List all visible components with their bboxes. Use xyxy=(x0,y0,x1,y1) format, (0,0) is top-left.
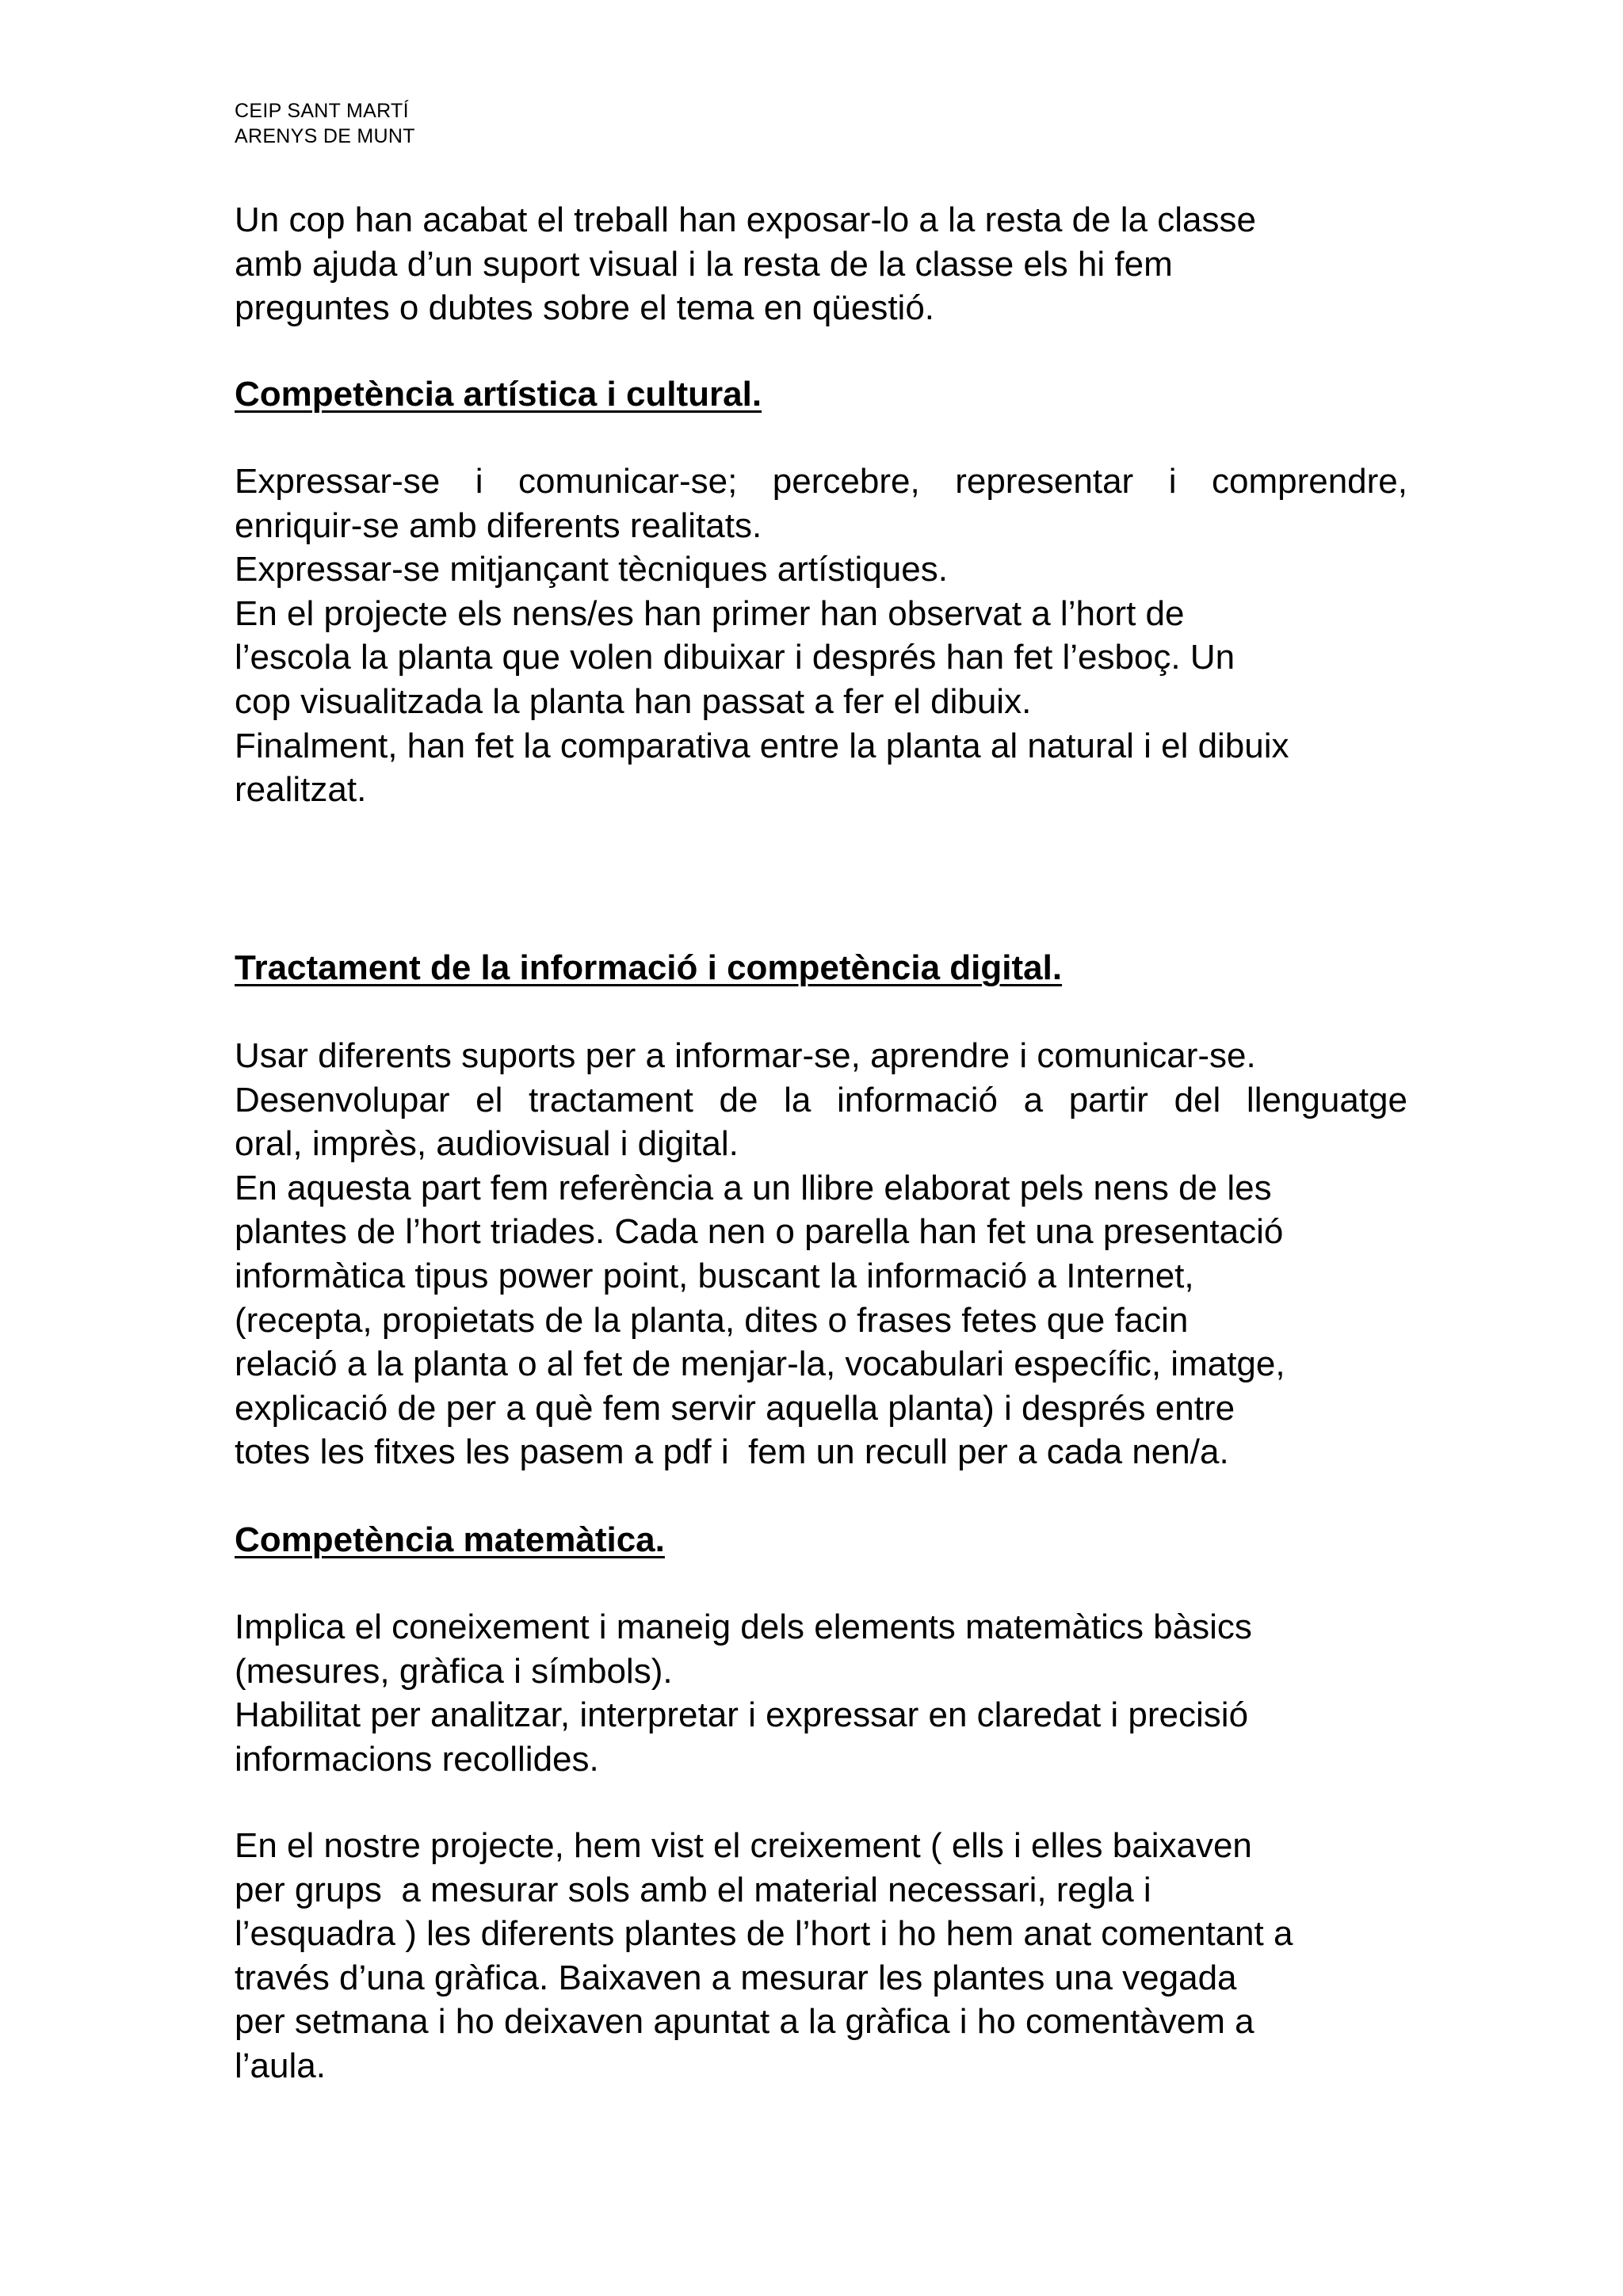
text-line: informacions recollides. xyxy=(235,1739,599,1779)
text-line: Usar diferents suports per a informar-se, aprendre i comunicar-se. xyxy=(235,1036,1256,1075)
text-line: Habilitat per analitzar, interpretar i expressar en claredat i precisió xyxy=(235,1695,1249,1735)
text-line: Expressar-se i comunicar-se; percebre, representar i comprendre, xyxy=(235,462,1407,501)
intro-paragraph xyxy=(235,198,1407,330)
text-line: realitzat. xyxy=(235,770,367,810)
text-line: oral, imprès, audiovisual i digital. xyxy=(235,1124,739,1164)
text-line: per setmana i ho deixaven apuntat a la gràfica i ho comentàvem a xyxy=(235,2002,1254,2042)
text-line: preguntes o dubtes sobre el tema en qüestió. xyxy=(235,288,935,328)
text-line: informàtica tipus power point, buscant la informació a Internet, xyxy=(235,1256,1194,1295)
text-line: (recepta, propietats de la planta, dites o frases fetes que facin xyxy=(235,1300,1189,1340)
text-line: Expressar-se mitjançant tècniques artístiques. xyxy=(235,550,948,589)
text-line: plantes de l’hort triades. Cada nen o parella han fet una presentació xyxy=(235,1212,1284,1252)
text-line: enriquir-se amb diferents realitats. xyxy=(235,505,762,545)
text-line: través d’una gràfica. Baixaven a mesurar les plantes una vegada xyxy=(235,1958,1237,1997)
text-line: totes les fitxes les pasem a pdf i fem un recull per a cada nen/a. xyxy=(235,1432,1229,1472)
text-line: En el nostre projecte, hem vist el creixement ( ells i elles baixaven xyxy=(235,1826,1252,1865)
school-header xyxy=(235,98,415,149)
text-line: l’aula. xyxy=(235,2046,326,2085)
text-line: En el projecte els nens/es han primer han observat a l’hort de xyxy=(235,593,1185,633)
text-line: En aquesta part fem referència a un llibre elaborat pels nens de les xyxy=(235,1168,1272,1207)
text-line: l’esquadra ) les diferents plantes de l’hort i ho hem anat comentant a xyxy=(235,1914,1293,1954)
text-line: (mesures, gràfica i símbols). xyxy=(235,1651,673,1691)
school-location: ARENYS DE MUNT xyxy=(235,125,415,147)
text-line: Implica el coneixement i maneig dels elements matemàtics bàsics xyxy=(235,1608,1252,1646)
digital-paragraph xyxy=(235,1034,1407,1474)
text-line: Un cop han acabat el treball han exposar-lo a la resta de la classe xyxy=(235,200,1256,239)
artistica-paragraph xyxy=(235,460,1407,812)
text-line: explicació de per a què fem servir aquella planta) i després entre xyxy=(235,1388,1235,1428)
text-line: Desenvolupar el tractament de la informació a partir del llenguatge xyxy=(235,1080,1407,1119)
text-line: relació a la planta o al fet de menjar-la, vocabulari específic, imatge, xyxy=(235,1344,1285,1384)
school-name: CEIP SANT MARTÍ xyxy=(235,100,409,122)
matematica-paragraph-1 xyxy=(235,1605,1407,1781)
heading-matematica: Competència matemàtica. xyxy=(235,1520,665,1559)
heading-digital: Tractament de la informació i competència digital. xyxy=(235,948,1063,987)
text-line: per grups a mesurar sols amb el material necessari, regla i xyxy=(235,1870,1151,1909)
heading-artistica: Competència artística i cultural. xyxy=(235,375,762,414)
text-line: amb ajuda d’un suport visual i la resta de la classe els hi fem xyxy=(235,244,1173,284)
text-line: l’escola la planta que volen dibuixar i després han fet l’esboç. Un xyxy=(235,638,1235,677)
matematica-paragraph-2 xyxy=(235,1824,1407,2088)
text-line: Finalment, han fet la comparativa entre la planta al natural i el dibuix xyxy=(235,726,1289,765)
text-line: cop visualitzada la planta han passat a fer el dibuix. xyxy=(235,681,1032,721)
